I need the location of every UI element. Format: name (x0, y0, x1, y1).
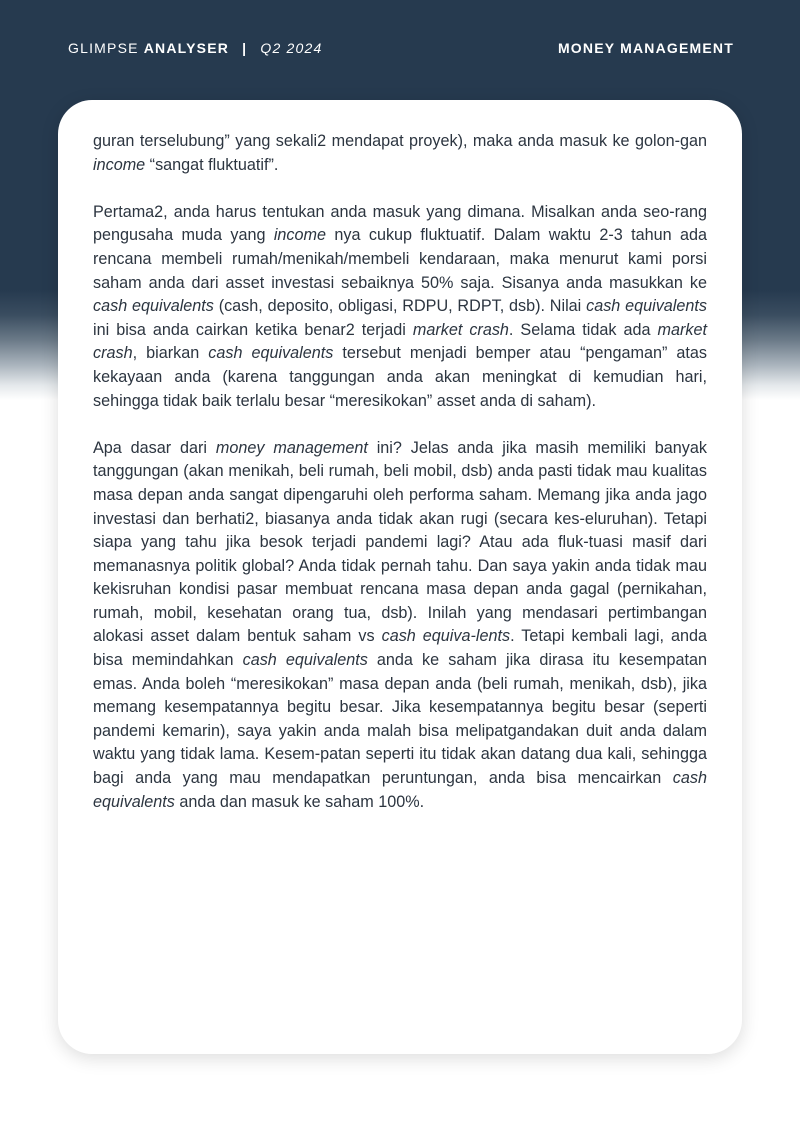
italic-term: cash equivalents (586, 297, 707, 316)
content-card (58, 100, 742, 1054)
brand-name-regular: GLIMPSE (68, 40, 139, 56)
article-body (93, 130, 707, 838)
paragraph-2 (93, 201, 707, 413)
italic-term: cash equiva-lents (381, 627, 511, 646)
italic-term: money management (215, 438, 368, 457)
italic-term: cash equivalents (208, 344, 334, 363)
italic-term: market crash (93, 320, 707, 363)
text-run: guran terselubung” yang sekali2 mendapat proyek), maka anda masuk ke golon-gan (93, 132, 707, 150)
brand-name-bold: ANALYSER (143, 40, 230, 56)
paragraph-1 (93, 130, 707, 177)
text-run: (cash, deposito, obligasi, RDPU, RDPT, dsb). Nilai (213, 297, 587, 316)
italic-term: cash equivalents (93, 769, 707, 811)
italic-term: market crash (412, 320, 509, 339)
italic-term: cash equivalents (93, 297, 214, 316)
text-run: tersebut menjadi bemper atau “pengaman” atas kekayaan anda (karena tanggungan anda akan meningkat di kemudian hari, sehingga tidak baik terlalu besar “meresikokan” asset anda di saham). (93, 344, 707, 410)
page-header (68, 38, 734, 58)
text-run: nya cukup fluktuatif. Dalam waktu 2-3 tahun ada rencana membeli rumah/menikah/membeli kendaraan, maka menurut kami porsi saham anda dari asset investasi sebaiknya 50% saja. Sisanya anda masukkan ke (93, 226, 708, 292)
text-run: Pertama2, anda harus tentukan anda masuk yang dimana. Misalkan anda seo-rang pengusaha muda yang (93, 202, 707, 245)
text-run: “sangat fluktuatif”. (145, 155, 279, 174)
text-run: . Selama tidak ada (508, 320, 658, 339)
header-separator: | (242, 40, 248, 56)
italic-term: income (93, 155, 146, 174)
text-run: anda ke saham jika dirasa itu kesempatan emas. Anda boleh “meresikokan” masa depan anda (beli rumah, menikah, dsb), jika memang kesempatannya begitu besar. Jika kesempatannya begitu besar (seperti pandemi kemarin), saya yakin anda malah bisa melipatgandakan duit anda dalam waktu yang tidak lama. Kesem-patan seperti itu tidak akan datang dua kali, sehingga bagi anda yang mau mendapatkan peruntungan, anda bisa mencairkan (93, 651, 707, 788)
italic-term: income (273, 226, 327, 245)
text-run: anda dan masuk ke saham 100%. (174, 792, 425, 811)
text-run: Apa dasar dari (93, 438, 216, 457)
text-run: ini bisa anda cairkan ketika benar2 terjadi (93, 320, 413, 339)
italic-term: cash equivalents (242, 651, 368, 670)
report-period: Q2 2024 (260, 40, 323, 56)
text-run: , biarkan (132, 344, 209, 363)
text-run: ini? Jelas anda jika masih memiliki banyak tanggungan (akan menikah, beli rumah, beli mobil, dsb) anda pasti tidak mau kualitas masa depan anda sangat dipengaruhi oleh performa saham. Memang jika anda jago investasi dan berhati2, biasanya anda tidak akan rugi (secara kes-eluruhan). Tetapi siapa yang tahu jika besok terjadi pandemi lagi? Atau ada fluk-tuasi masif dari memanasnya politik global? Anda tidak pernah tahu. Dan saya yakin anda tidak mau kekisruhan kondisi pasar membuat rencana masa depan anda gagal (pernikahan, rumah, mobil, kesehatan orang tua, dsb). Inilah yang mendasari pertimbangan alokasi asset dalam bentuk saham vs (93, 438, 707, 646)
brand-label (68, 38, 323, 58)
text-run: . Tetapi kembali lagi, anda bisa memindahkan (93, 627, 708, 670)
paragraph-3 (93, 437, 707, 815)
section-title: MONEY MANAGEMENT (557, 40, 734, 56)
